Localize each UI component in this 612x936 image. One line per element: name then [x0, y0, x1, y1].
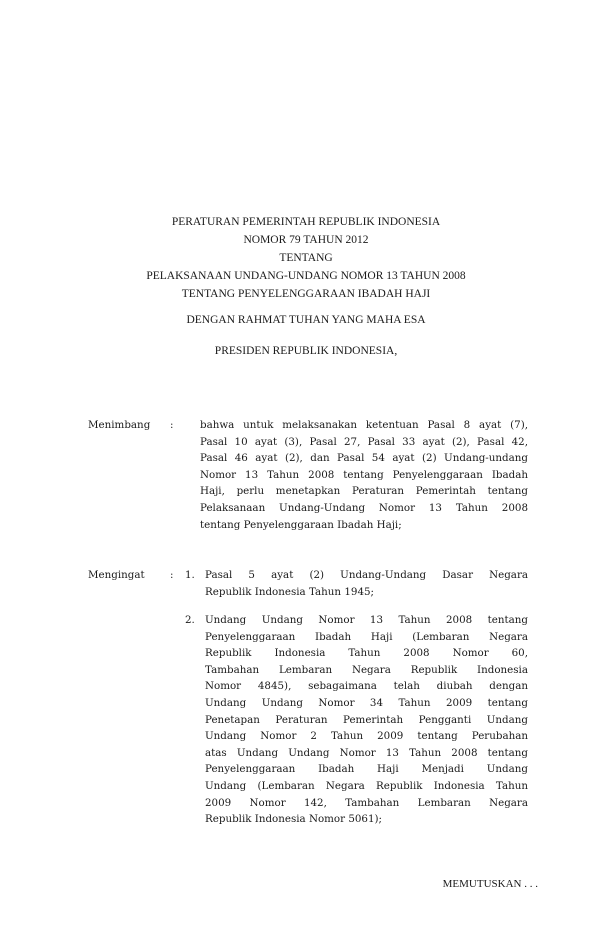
item-number: 2.: [185, 614, 195, 626]
text-line: atas Undang Undang Nomor 13 Tahun 2008 tentang: [205, 746, 528, 759]
regulation-subject-1: PELAKSANAAN UNDANG-UNDANG NOMOR 13 TAHUN 2008: [146, 270, 466, 282]
text-line: tentang Penyelenggaraan Ibadah Haji;: [200, 518, 402, 531]
text-line: Penyelenggaraan Ibadah Haji (Lembaran Negara: [205, 630, 528, 643]
mengingat-item-1: [205, 567, 528, 600]
regulation-about: TENTANG: [279, 252, 333, 264]
text-line: Pelaksanaan Undang-Undang Nomor 13 Tahun 2008: [200, 501, 528, 514]
menimbang-text: [200, 417, 528, 533]
text-line: Nomor 13 Tahun 2008 tentang Penyelenggaraan Ibadah: [200, 468, 528, 481]
text-line: bahwa untuk melaksanakan ketentuan Pasal 8 ayat (7),: [200, 419, 528, 431]
continuation-marker: MEMUTUSKAN . . .: [442, 878, 538, 890]
text-line: Undang Undang Nomor 34 Tahun 2009 tentang: [205, 696, 528, 709]
text-line: Republik Indonesia Tahun 1945;: [205, 585, 375, 598]
regulation-subject-2: TENTANG PENYELENGGARAAN IBADAH HAJI: [181, 288, 431, 300]
regulation-title: PERATURAN PEMERINTAH REPUBLIK INDONESIA: [171, 216, 441, 228]
text-line: Tambahan Lembaran Negara Republik Indonesia: [205, 663, 528, 676]
mengingat-label: Mengingat: [88, 569, 145, 581]
invocation: DENGAN RAHMAT TUHAN YANG MAHA ESA: [186, 314, 426, 326]
text-line: Pasal 46 ayat (2), dan Pasal 54 ayat (2) Undang-undang: [200, 452, 528, 465]
mengingat-item-2: [205, 612, 528, 828]
text-line: Undang (Lembaran Negara Republik Indonesia Tahun: [205, 779, 528, 792]
text-line: Republik Indonesia Tahun 2008 Nomor 60,: [205, 647, 528, 660]
text-line: Penyelenggaraan Ibadah Haji Menjadi Undang: [205, 763, 528, 776]
text-line: Pasal 10 ayat (3), Pasal 27, Pasal 33 ayat (2), Pasal 42,: [200, 435, 528, 448]
text-line: Republik Indonesia Nomor 5061);: [205, 813, 383, 826]
mengingat-colon: :: [170, 569, 174, 581]
text-line: Penetapan Peraturan Pemerintah Pengganti Undang: [205, 713, 528, 726]
item-number: 1.: [185, 569, 195, 581]
text-line: Undang Undang Nomor 13 Tahun 2008 tentang: [205, 614, 528, 626]
menimbang-colon: :: [170, 419, 174, 431]
menimbang-label: Menimbang: [88, 419, 151, 431]
text-line: 2009 Nomor 142, Tambahan Lembaran Negara: [205, 796, 528, 809]
text-line: Nomor 4845), sebagaimana telah diubah dengan: [205, 680, 528, 693]
text-line: Pasal 5 ayat (2) Undang-Undang Dasar Negara: [205, 569, 528, 581]
president-heading: PRESIDEN REPUBLIK INDONESIA,: [214, 345, 398, 357]
regulation-number: NOMOR 79 TAHUN 2012: [243, 234, 369, 246]
text-line: Undang Nomor 2 Tahun 2009 tentang Perubahan: [205, 730, 528, 743]
text-line: Haji, perlu menetapkan Peraturan Pemerintah tentang: [200, 485, 528, 498]
